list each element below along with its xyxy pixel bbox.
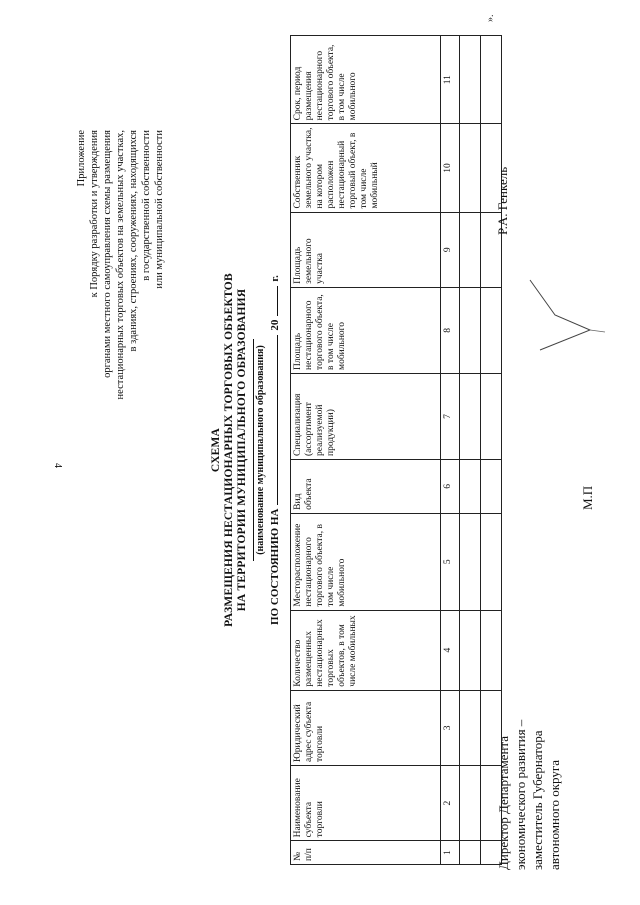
column-header: Наименование субъекта торговли [291,766,441,841]
column-number-row [441,36,460,865]
column-number: 2 [441,766,460,841]
column-number: 9 [441,212,460,287]
table-cell [460,513,481,610]
column-header: Срок, период размещения нестационарного торгового объекта, в том числе мобильного [291,36,441,124]
column-header: Площадь земельного участка [291,212,441,287]
table-cell [481,287,502,373]
rotated-sheet [20,14,620,880]
position-line: автономного округа [547,760,562,870]
signatory-name: Р.А. Генкель [495,166,510,235]
title-line: НА ТЕРРИТОРИИ МУНИЦИПАЛЬНОГО ОБРАЗОВАНИЯ [236,288,248,612]
position-line: Директор Департамента [496,735,511,870]
appendix-line: в государственной собственности [141,130,152,281]
document-title [210,20,281,880]
signatory-position [495,720,563,870]
appendix-line: в зданиях, строениях, сооружениях, находящихся [128,130,139,352]
column-header: Количество размещенных нестационарных торговых объектов, в том числе мобильных [291,610,441,690]
appendix-line: органами местного самоуправления схемы размещения [102,130,113,378]
as-of-suffix: г. [269,275,281,282]
position-line: экономического развития – [513,719,528,870]
column-header: Юридический адрес субъекта торговли [291,690,441,765]
table-cell [460,36,481,124]
table-cell [460,287,481,373]
table-cell [460,841,481,865]
position-line: заместитель Губернатора [530,730,545,870]
table-cell [460,690,481,765]
table-cell [460,373,481,459]
table-cell [460,124,481,212]
column-number: 8 [441,287,460,373]
table-cell [481,373,502,459]
appendix-note [75,130,166,490]
year-blank [277,286,278,316]
table-cell [460,460,481,514]
table-cell [481,36,502,124]
as-of-prefix: ПО СОСТОЯНИЮ НА [269,508,281,625]
table-cell [460,610,481,690]
appendix-line: или муниципальной собственности [154,130,165,289]
municipality-caption [253,20,267,880]
column-header: Месторасположение нестационарного торгового объекта, в том числе мобильного [291,513,441,610]
column-number: 1 [441,841,460,865]
stamp-placeholder: М.П [580,485,595,510]
title-line: СХЕМА [210,427,222,473]
column-header: № п/п [291,841,441,865]
date-blank [277,335,278,505]
table-cell [481,460,502,514]
table-cell [481,610,502,690]
page-number: 4 [52,463,63,468]
column-header: Вид объекта [291,460,441,514]
table-cell [460,766,481,841]
handwritten-signature [520,270,610,360]
table-row [460,36,481,865]
column-number: 4 [441,610,460,690]
column-header: Площадь нестационарного торгового объекта, в том числе мобильного [291,287,441,373]
closing-quote-mark: ». [485,14,496,22]
appendix-line: к Порядку разработки и утверждения [89,130,100,298]
column-header: Собственник земельного участка, на котором расположен нестационарный торговый объект, в том числе мобильный [291,124,441,212]
column-number: 3 [441,690,460,765]
column-number: 11 [441,36,460,124]
placement-scheme-table [290,35,502,865]
appendix-line: нестационарных торговых объектов на земельных участках, [115,130,126,400]
municipality-caption-text: (наименование муниципального образования) [253,339,267,561]
as-of-year: 20 [269,319,281,331]
table-cell [460,212,481,287]
column-number: 5 [441,513,460,610]
table-header-row [291,36,441,865]
appendix-line: Приложение [76,130,87,187]
column-header: Специализация (ассортимент реализуемой продукции) [291,373,441,459]
title-line: РАЗМЕЩЕНИЯ НЕСТАЦИОНАРНЫХ ТОРГОВЫХ ОБЪЕКТОВ [223,273,235,627]
column-number: 7 [441,373,460,459]
table-cell [481,513,502,610]
as-of-line [269,20,281,880]
column-number: 10 [441,124,460,212]
column-number: 6 [441,460,460,514]
